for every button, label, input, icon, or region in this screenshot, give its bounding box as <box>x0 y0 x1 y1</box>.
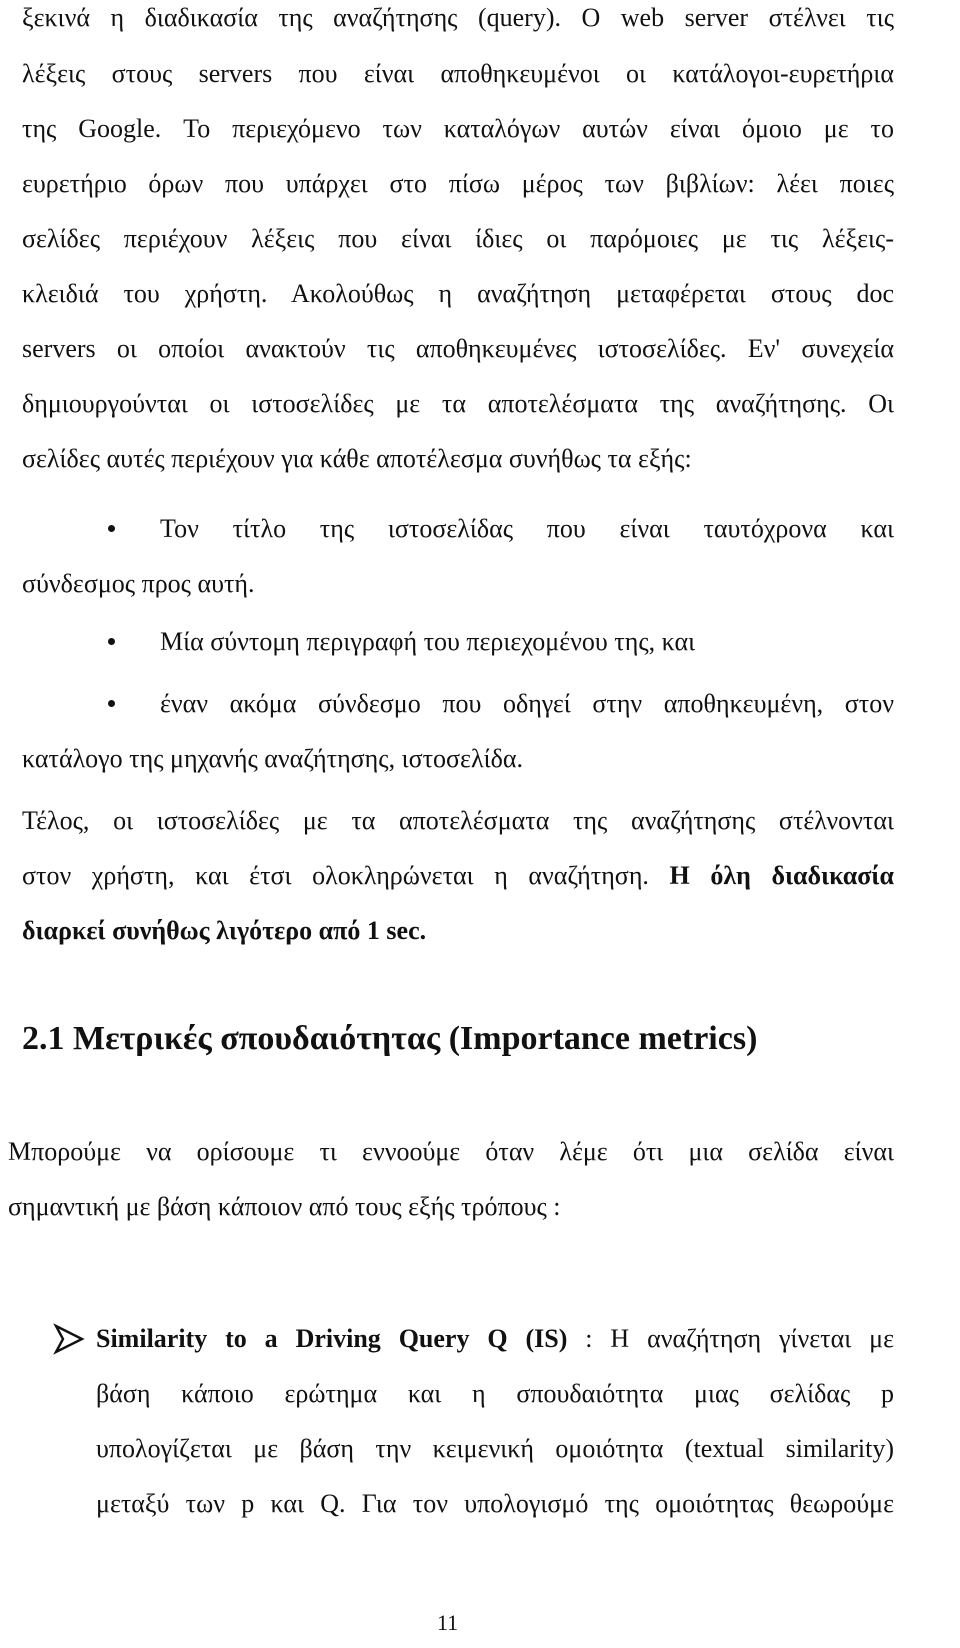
bullet-2-text: Μία σύντομη περιγραφή του περιεχομένου της, και <box>160 627 696 656</box>
metric-item-line-1-rest: : Η αναζήτηση γίνεται με <box>567 1324 894 1353</box>
bullet-1-text: Τον τίτλο της ιστοσελίδας που είναι ταυτόχρονα και <box>160 514 894 543</box>
section-heading <box>22 1018 757 1060</box>
paragraph-1-line-7: servers οι οποίοι ανακτούν τις αποθηκευμένες ιστοσελίδες. Εν' συνεχεία <box>22 334 894 363</box>
section-title-greek: Μετρικές σπουδαιότητας <box>73 1020 441 1057</box>
paragraph-1-line-5: σελίδες περιέχουν λέξεις που είναι ίδιες οι παρόμοιες με τις λέξεις- <box>22 224 894 253</box>
metric-item-line-1 <box>96 1323 894 1355</box>
paragraph-1-line-6: κλειδιά του χρήστη. Ακολούθως η αναζήτηση μεταφέρεται στους doc <box>22 279 894 308</box>
paragraph-2-line-2-normal: στον χρήστη, και έτσι ολοκληρώνεται η αναζήτηση. <box>22 861 670 890</box>
page-number: 11 <box>437 1610 459 1635</box>
metric-item-label: Similarity to a Driving Query Q (IS) <box>96 1324 568 1353</box>
section-title-english: (Importance metrics) <box>448 1020 758 1057</box>
bullet-3-continuation: κατάλογο της μηχανής αναζήτησης, ιστοσελίδα. <box>22 744 523 773</box>
bullet-3-text: έναν ακόμα σύνδεσμο που οδηγεί στην αποθηκευμένη, στον <box>160 689 894 718</box>
bullet-1-continuation: σύνδεσμος προς αυτή. <box>22 569 255 598</box>
metric-item-line-4: μεταξύ των p και Q. Για τον υπολογισμό της ομοιότητας θεωρούμε <box>96 1489 894 1518</box>
section-number: 2.1 <box>22 1020 65 1057</box>
paragraph-2-line-2 <box>22 860 894 892</box>
paragraph-2-line-2-bold: Η όλη διαδικασία <box>669 861 894 890</box>
paragraph-1-line-4: ευρετήριο όρων που υπάρχει στο πίσω μέρος των βιβλίων: λέει ποιες <box>22 169 894 198</box>
arrow-bullet-icon <box>52 1323 86 1355</box>
paragraph-1-line-9: σελίδες αυτές περιέχουν για κάθε αποτέλεσμα συνήθως τα εξής: <box>22 444 692 473</box>
bullet-dot-icon <box>108 525 115 532</box>
paragraph-1-line-3: της Google. Το περιεχόμενο των καταλόγων αυτών είναι όμοιο με το <box>22 114 894 143</box>
bullet-dot-icon <box>108 700 115 707</box>
metric-item-line-2: βάση κάποιο ερώτημα και η σπουδαιότητα μιας σελίδας p <box>96 1379 894 1408</box>
paragraph-1-line-8: δημιουργούνται οι ιστοσελίδες με τα αποτελέσματα της αναζήτησης. Οι <box>22 389 894 418</box>
paragraph-1-line-1: ξεκινά η διαδικασία της αναζήτησης (query). Ο web server στέλνει τις <box>22 3 894 32</box>
metric-item-line-3: υπολογίζεται με βάση την κειμενική ομοιότητα (textual similarity) <box>96 1434 894 1463</box>
paragraph-2-line-3-bold: διαρκεί συνήθως λιγότερο από 1 sec. <box>22 916 427 945</box>
paragraph-2-line-1: Τέλος, οι ιστοσελίδες με τα αποτελέσματα της αναζήτησης στέλνονται <box>22 806 894 835</box>
paragraph-3-line-1: Μπορούμε να ορίσουμε τι εννοούμε όταν λέμε ότι μια σελίδα είναι <box>8 1137 894 1166</box>
bullet-dot-icon <box>108 638 115 645</box>
paragraph-1-line-2: λέξεις στους servers που είναι αποθηκευμένοι οι κατάλογοι-ευρετήρια <box>22 59 894 88</box>
paragraph-3-line-2: σημαντική με βάση κάποιον από τους εξής τρόπους : <box>8 1192 561 1221</box>
